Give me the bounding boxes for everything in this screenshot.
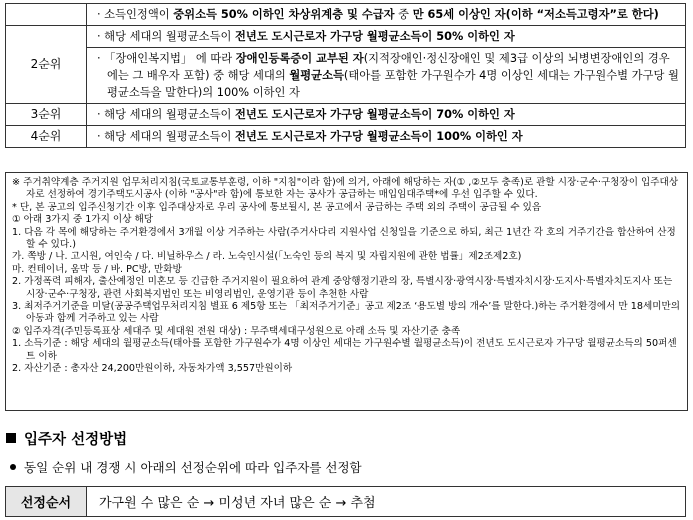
criterion-text: · 해당 세대의 월평균소득이 <box>97 130 235 143</box>
criterion-text: · 「장애인복지법」 에 따라 <box>97 52 236 65</box>
rank-criterion <box>97 106 679 123</box>
section-description-text: 동일 순위 내 경쟁 시 아래의 선정순위에 따라 입주자를 선정함 <box>24 460 362 475</box>
selection-order-row <box>6 487 686 517</box>
criterion-emphasis: 만 65세 이상인 자(이하 “저소득고령자”로 한다) <box>412 8 659 21</box>
section-title-text: 입주자 선정방법 <box>24 432 128 448</box>
rank-label: 3순위 <box>6 104 87 126</box>
ranking-row <box>6 26 686 48</box>
note-line: 3. 최저주거기준을 미달(공공주택업무처리지침 별표 6 제5항 또는 「최저주거기준」공고 제2조 ‘용도별 방의 개수’를 말한다.)하는 주거환경에서 만 18세미만의 아동과 함께 거주하고 있는 사람 <box>12 301 681 325</box>
selection-order-header: 선정순서 <box>6 487 87 517</box>
rank-criterion-cell <box>87 26 686 48</box>
bullet-icon <box>10 464 16 470</box>
section-title <box>6 428 127 449</box>
note-line: ※ 주거취약계층 주거지원 업무처리지침(국토교통부훈령, 이하 "지침"이라 함)에 의거, 아래에 해당하는 자(① ,②모두 충족)로 관할 시장·군수·구청장이 입주대상자로 선정하여 경기주택도시공사 (이하 "공사"라 함)에 통보한 자는 공사가 공급하는 매입임대주택*에 우선 입주할 수 있다. <box>12 177 679 201</box>
notes-box <box>5 172 688 411</box>
rank-criterion <box>97 50 679 101</box>
selection-order-value: 가구원 수 많은 순 → 미성년 자녀 많은 순 → 추첨 <box>87 487 686 517</box>
selection-order-table <box>5 486 686 517</box>
ranking-row <box>6 4 686 26</box>
rank-label: 2순위 <box>6 26 87 104</box>
rank-criterion <box>97 128 679 145</box>
criterion-text: · 소득인정액이 <box>97 8 174 21</box>
criterion-emphasis: 월평균소득 <box>289 69 344 82</box>
note-line: 1. 소득기준 : 해당 세대의 월평균소득(태아를 포함한 가구원수가 4명 이상인 세대는 가구원수별 월평균소득)이 전년도 도시근로자 가구당 월평균소득의 50퍼센트 이하 <box>12 338 677 362</box>
rank-label: 4순위 <box>6 126 87 148</box>
rank-criterion-cell <box>87 126 686 148</box>
note-line: * 단, 본 공고의 입주신청기간 이후 입주대상자로 우리 공사에 통보될시, 본 공고에서 공급하는 주택 외의 주택이 공급될 수 있음 <box>12 201 542 213</box>
criterion-emphasis: 전년도 도시근로자 가구당 월평균소득이 100% 이하인 자 <box>235 130 523 143</box>
note-line: 마. 컨테이너, 움막 등 / 바. PC방, 만화방 <box>12 263 182 275</box>
criterion-emphasis: 전년도 도시근로자 가구당 월평균소득이 50% 이하인 자 <box>235 30 515 43</box>
rank-criterion <box>97 28 679 45</box>
note-line: 1. 다음 각 목에 해당하는 주거환경에서 3개월 이상 거주하는 사람(주거사다리 지원사업 신청일을 기준으로 하되, 최근 1년간 각 호의 거주기간을 합산하여 산정할 수 있다.) <box>12 226 676 251</box>
note-line: 가. 쪽방 / 나. 고시원, 여인숙 / 다. 비닐하우스 / 라. 노숙인시설(「노숙인 등의 복지 및 자립지원에 관한 법률」제2조제2호) <box>12 251 522 263</box>
criterion-text: 중 <box>394 8 413 21</box>
ranking-row <box>6 48 686 104</box>
note-line: ① 아래 3가지 중 1가지 이상 해당 <box>12 214 154 226</box>
square-bullet-icon <box>6 433 16 443</box>
ranking-table <box>5 3 686 148</box>
section-description <box>10 458 362 476</box>
criterion-text: (지적장애인·정신장애인 및 제3급 이상의 뇌병변장애인의 경우에는 그 배우자 포함) 중 해당 세대의 <box>107 52 670 82</box>
criterion-text: (태아를 포함한 가구원수가 4명 이상인 세대는 가구원수별 가구당 월평균소득을 말한다)의 100% 이하인 자 <box>107 69 679 99</box>
criterion-emphasis: 중위소득 50% 이하인 차상위계층 및 수급자 <box>173 8 395 21</box>
rank-label <box>6 4 87 26</box>
ranking-row <box>6 126 686 148</box>
rank-criterion-cell <box>87 4 686 26</box>
ranking-row <box>6 104 686 126</box>
criterion-text: · 해당 세대의 월평균소득이 <box>97 108 235 121</box>
rank-criterion-cell <box>87 48 686 104</box>
note-line: 2. 자산기준 : 총자산 24,200만원이하, 자동차가액 3,557만원이하 <box>12 363 293 375</box>
criterion-text: · 해당 세대의 월평균소득이 <box>97 30 235 43</box>
rank-criterion <box>97 6 679 23</box>
note-line: ② 입주자격(주민등록표상 세대주 및 세대원 전원 대상) : 무주택세대구성원으로 아래 소득 및 자산기준 충족 <box>12 325 461 337</box>
note-line: 2. 가정폭력 피해자, 출산예정인 미혼모 등 긴급한 주거지원이 필요하여 관계 중앙행정기관의 장, 특별시장·광역시장·특별자치시장·도지사·특별자치도지사 또는 시장·군수·구청장, 관련 사회복지법인 또는 비영리법인, 운영기관 등이 추천한 사람 <box>12 276 673 300</box>
rank-criterion-cell <box>87 104 686 126</box>
criterion-emphasis: 장애인등록증이 교부된 자 <box>235 52 364 65</box>
criterion-emphasis: 전년도 도시근로자 가구당 월평균소득이 70% 이하인 자 <box>235 108 515 121</box>
